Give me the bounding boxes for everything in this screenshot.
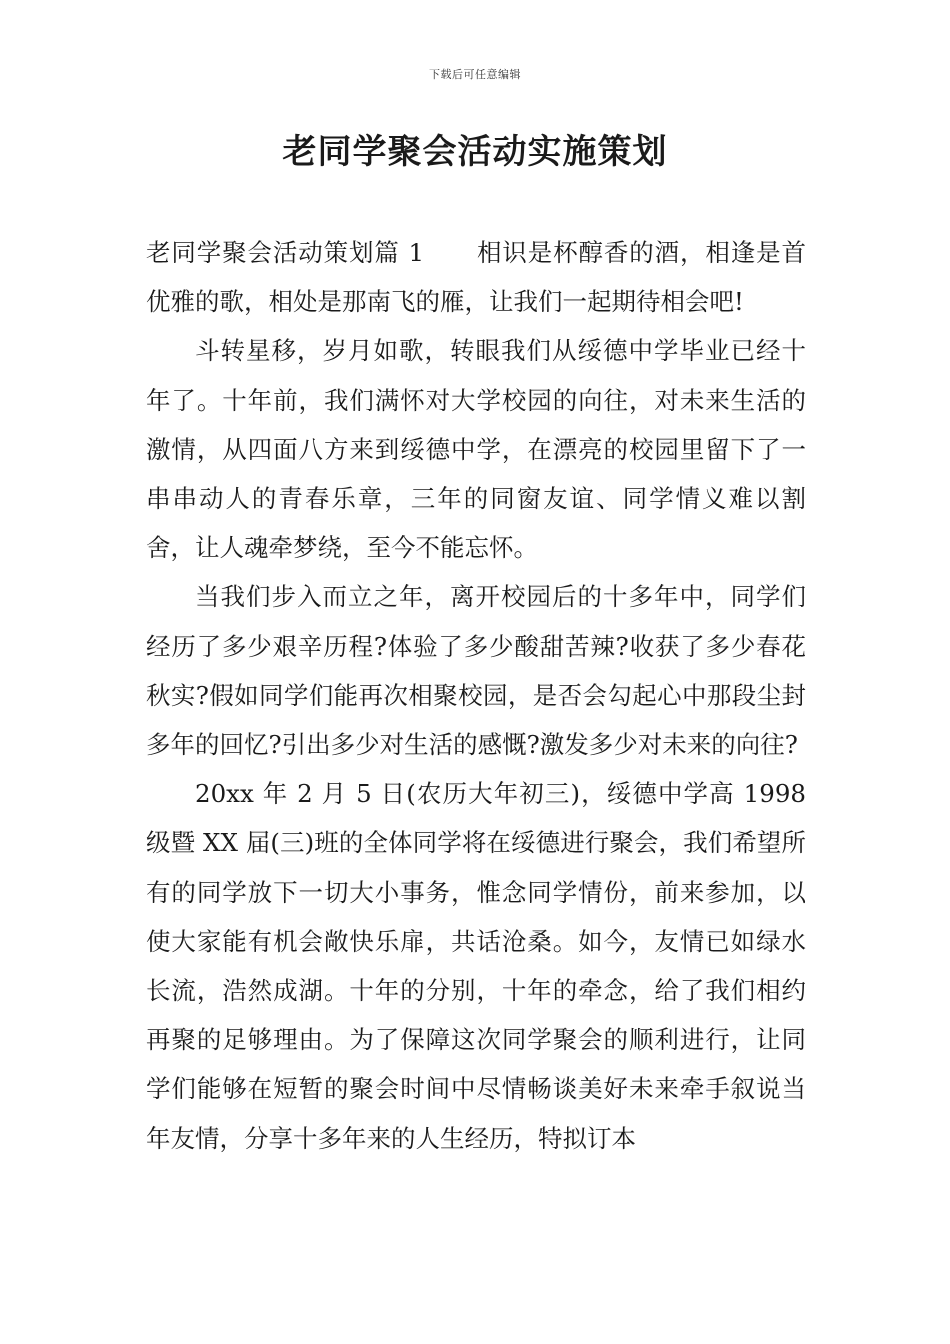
intro-paragraph xyxy=(146,228,806,326)
section-label: 老同学聚会活动策划篇 1 xyxy=(146,238,425,267)
body-paragraph-2: 当我们步入而立之年，离开校园后的十多年中，同学们经历了多少艰辛历程?体验了多少酸甜苦辣?收获了多少春花秋实?假如同学们能再次相聚校园，是否会勾起心中那段尘封多年的回忆?引出多少对生活的感慨?激发多少对未来的向往? xyxy=(146,582,806,760)
intro-text: 相识是杯醇香的酒，相逢是首优雅的歌，相处是那南飞的雁，让我们一起期待相会吧! xyxy=(146,238,807,317)
document-body xyxy=(146,228,806,1163)
header-note: 下载后可任意编辑 xyxy=(429,68,521,81)
document-title: 老同学聚会活动实施策划 xyxy=(282,132,668,172)
body-paragraph-1: 斗转星移，岁月如歌，转眼我们从绥德中学毕业已经十年了。十年前，我们满怀对大学校园的向往，对未来生活的激情，从四面八方来到绥德中学，在漂亮的校园里留下了一串串动人的青春乐章，三年的同窗友谊、同学情义难以割舍，让人魂牵梦绕，至今不能忘怀。 xyxy=(146,336,806,563)
body-paragraph-3: 20xx 年 2 月 5 日(农历大年初三)，绥德中学高 1998 级暨 XX 届(三)班的全体同学将在绥德进行聚会，我们希望所有的同学放下一切大小事务，惟念同学情份，前来参加，以使大家能有机会敞快乐扉，共话沧桑。如今，友情已如绿水长流，浩然成湖。十年的分别，十年的牵念，给了我们相约再聚的足够理由。为了保障这次同学聚会的顺利进行，让同学们能够在短暂的聚会时间中尽情畅谈美好未来牵手叙说当年友情，分享十多年来的人生经历，特拟订本 xyxy=(146,779,806,1153)
